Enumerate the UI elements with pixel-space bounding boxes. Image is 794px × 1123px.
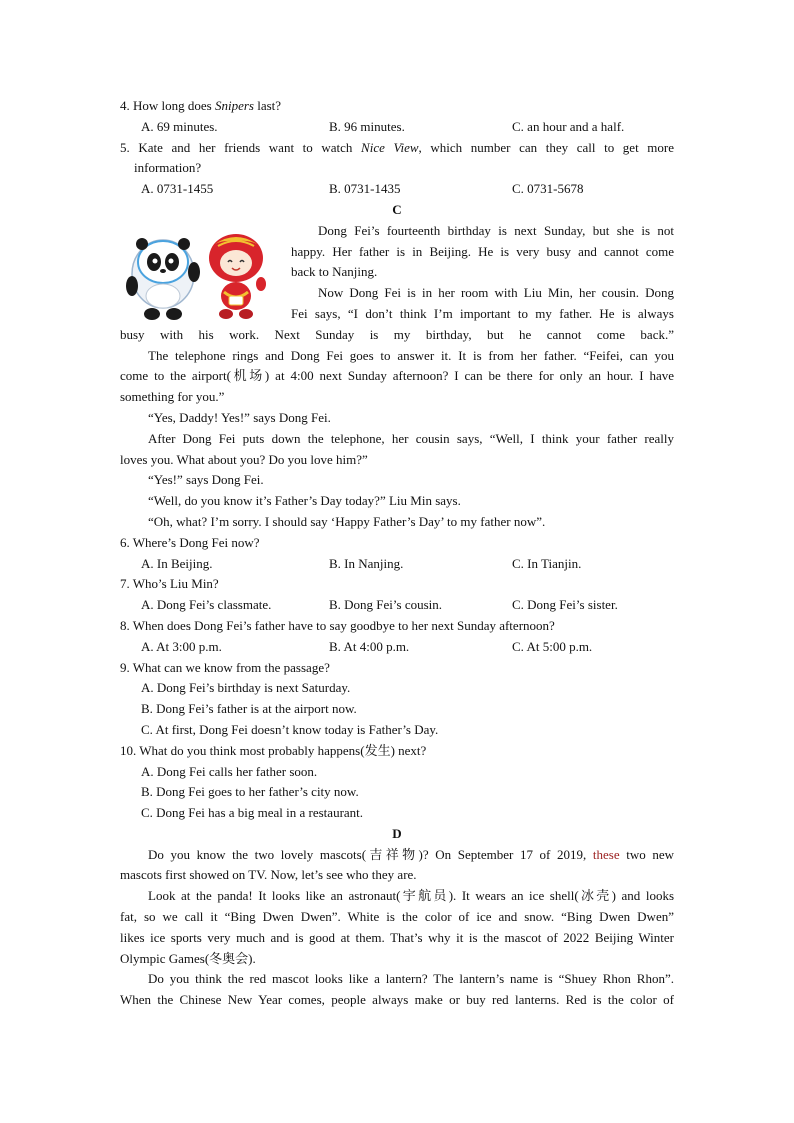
- option-a: A. Dong Fei’s classmate.: [141, 597, 272, 613]
- passage-d-line: When the Chinese New Year comes, people always make or buy red lanterns. Red is the color of: [120, 992, 674, 1008]
- passage-c-line: Now Dong Fei is in her room with Liu Min, her cousin. Dong: [318, 285, 674, 301]
- question-4: 4. How long does Snipers last?: [120, 98, 282, 113]
- passage-c-line: After Dong Fei puts down the telephone, her cousin says, “Well, I think your father really: [148, 430, 674, 446]
- option-b: B. 0731-1435: [329, 181, 401, 197]
- question-7: 7. Who’s Liu Min?: [120, 576, 219, 592]
- passage-c-line: come to the airport(机场) at 4:00 next Sunday afternoon? I can be there for only an hour. I have: [120, 368, 674, 384]
- passage-d-line: Do you know the two lovely mascots(吉祥物)? On September 17 of 2019, these two new: [148, 846, 674, 862]
- passage-d-line: Look at the panda! It looks like an astronaut(宇航员). It wears an ice shell(冰壳) and looks: [148, 888, 674, 904]
- option-a: A. In Beijing.: [141, 555, 213, 571]
- question-4-options: [120, 117, 674, 138]
- option-c: C. In Tianjin.: [512, 555, 582, 571]
- passage-c-line: “Oh, what? I’m sorry. I should say ‘Happy Father’s Day’ to my father now”.: [148, 513, 546, 529]
- passage-c-line: The telephone rings and Dong Fei goes to answer it. It is from her father. “Feifei, can you: [148, 347, 674, 363]
- passage-d-line: Olympic Games(冬奥会).: [120, 950, 256, 966]
- option-c: C. At 5:00 p.m.: [512, 638, 593, 654]
- option-b: B. In Nanjing.: [329, 555, 404, 571]
- question-6-options: [120, 554, 674, 575]
- exam-page: [120, 96, 674, 1011]
- passage-c-line: back to Nanjing.: [291, 264, 378, 280]
- option-a: A. 0731-1455: [141, 181, 214, 197]
- passage-d-line: mascots first showed on TV. Now, let’s see who they are.: [120, 867, 417, 883]
- highlighted-word: these: [592, 846, 620, 862]
- question-9: 9. What can we know from the passage?: [120, 659, 330, 675]
- option-c: C. Dong Fei’s sister.: [512, 597, 618, 613]
- option-a: A. At 3:00 p.m.: [141, 638, 222, 654]
- question-10: 10. What do you think most probably happens(发生) next?: [120, 742, 427, 758]
- question-5-options: [120, 179, 674, 200]
- option-b: B. Dong Fei goes to her father’s city now.: [141, 784, 359, 800]
- option-b: B. Dong Fei’s cousin.: [329, 597, 443, 613]
- passage-c-line: “Yes!” says Dong Fei.: [148, 472, 264, 488]
- option-c: C. an hour and a half.: [512, 118, 625, 134]
- question-8-options: [120, 637, 674, 658]
- option-b: B. 96 minutes.: [329, 118, 405, 134]
- passage-c-line: happy. Her father is in Beijing. He is very busy and cannot come: [291, 243, 674, 259]
- passage-c-line: loves you. What about you? Do you love him?”: [120, 451, 368, 467]
- question-5-cont: information?: [134, 160, 202, 176]
- passage-d-line: likes ice sports very much and is good at them. That’s why it is the mascot of 2022 Beijing Winter: [120, 929, 674, 945]
- question-5: 5. Kate and her friends want to watch Nice View, which number can they call to get more: [120, 139, 674, 155]
- question-6: 6. Where’s Dong Fei now?: [120, 534, 260, 550]
- option-a: A. Dong Fei calls her father soon.: [141, 763, 318, 779]
- option-c: C. Dong Fei has a big meal in a restaurant.: [141, 805, 364, 821]
- option-a: A. Dong Fei’s birthday is next Saturday.: [141, 680, 351, 696]
- section-c-title: C: [392, 201, 402, 217]
- option-c: C. At first, Dong Fei doesn’t know today is Father’s Day.: [141, 721, 439, 737]
- option-b: B. At 4:00 p.m.: [329, 638, 410, 654]
- option-c: C. 0731-5678: [512, 181, 584, 197]
- passage-d-line: fat, so we call it “Bing Dwen Dwen”. White is the color of ice and snow. “Bing Dwen Dwen”: [120, 909, 674, 925]
- passage-c-line: Fei says, “I don’t think I’m important to my father. He is always: [291, 305, 674, 321]
- passage-c-line: “Yes, Daddy! Yes!” says Dong Fei.: [148, 409, 331, 425]
- option-b: B. Dong Fei’s father is at the airport now.: [141, 701, 357, 717]
- question-7-options: [120, 595, 674, 616]
- passage-c-line: Dong Fei’s fourteenth birthday is next Sunday, but she is not: [318, 222, 674, 238]
- passage-c-line: something for you.”: [120, 389, 225, 405]
- question-8: 8. When does Dong Fei’s father have to say goodbye to her next Sunday afternoon?: [120, 617, 555, 633]
- passage-d-line: Do you think the red mascot looks like a lantern? The lantern’s name is “Shuey Rhon Rhon”.: [148, 971, 674, 987]
- passage-c-line: “Well, do you know it’s Father’s Day today?” Liu Min says.: [148, 493, 461, 509]
- section-d-title: D: [392, 825, 402, 841]
- passage-c-line: busy with his work. Next Sunday is my birthday, but he cannot come back.”: [120, 326, 674, 342]
- option-a: A. 69 minutes.: [141, 118, 218, 134]
